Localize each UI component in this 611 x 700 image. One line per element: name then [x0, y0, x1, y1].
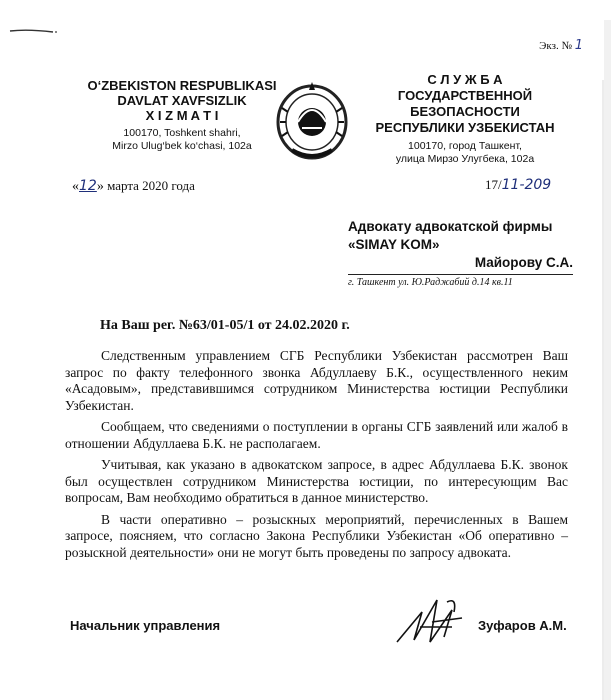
org-address-line-2: улица Мирзо Улугбека, 102a: [395, 153, 535, 165]
scan-edge-shadow: [592, 20, 611, 700]
paragraph: В части оперативно – розыскных мероприятий, перечисленных в Вашем запросе, поясняем, что согласно Закона Республики Узбекистан «Об оперативно – розыскной деятельности» они не могут быть проведены по запросу адвоката.: [65, 511, 568, 560]
org-header-russian: [350, 72, 580, 166]
recipient-block: [348, 218, 573, 288]
paragraph: Следственным управлением СГБ Республики Узбекистан рассмотрен Ваш запрос по факту телефонного звонка Абдуллаеву Б.К., осуществленного неким «Асадовым», представившимся сотрудником Министерства юстиции Республики Узбекистан.: [65, 348, 568, 413]
outgoing-reg-number: 17/11-209: [485, 177, 552, 193]
recipient-address: г. Ташкент ул. Ю.Раджабий д.14 кв.11: [348, 274, 573, 288]
reg-number-handwritten: 11-209: [501, 177, 552, 193]
org-name-line-2: ГОСУДАРСТВЕННОЙ: [397, 88, 533, 103]
pen-stroke-mark: [8, 22, 68, 36]
org-name-line-3: X I Z M A T I: [145, 108, 219, 123]
recipient-line-1: Адвокату адвокатской фирмы: [348, 219, 553, 234]
org-name-line-2: DAVLAT XAVFSIZLIK: [117, 93, 247, 108]
org-name-line-1: O‘ZBEKISTON RESPUBLIKASI: [87, 78, 277, 93]
recipient-line-2: «SIMAY KOM»: [348, 237, 440, 252]
signatory-name: Зуфаров А.М.: [478, 618, 567, 633]
handwritten-signature: [392, 592, 492, 652]
recipient-name: Майорову С.А.: [474, 255, 573, 270]
org-name-line-1: С Л У Ж Б А: [427, 72, 503, 87]
org-name-line-3: БЕЗОПАСНОСТИ: [410, 104, 520, 119]
paragraph: Сообщаем, что сведениями о поступлении в органы СГБ заявлений или жалоб в отношении Абдуллаева Б.К. не располагаем.: [65, 419, 568, 451]
letter-subject: На Ваш рег. №63/01-05/1 от 24.02.2020 г.: [100, 318, 350, 333]
state-emblem-icon: [272, 78, 352, 163]
copy-number: Экз. № 1: [539, 38, 583, 53]
date-day-handwritten: 12: [79, 178, 97, 194]
org-name-line-4: РЕСПУБЛИКИ УЗБЕКИСТАН: [375, 120, 555, 135]
paragraph: Учитывая, как указано в адвокатском запросе, в адрес Абдуллаева Б.К. звонок был осуществлен сотрудником Министерства юстиции, по интересующим Вас вопросам, Вам необходимо обратиться в данное министерство.: [65, 457, 568, 505]
org-address-line-2: Mirzo Ulug‘bek ko‘chasi, 102a: [112, 140, 252, 152]
copy-number-handwritten: 1: [574, 38, 583, 53]
org-address-line-1: 100170, Toshkent shahri,: [123, 127, 241, 139]
letter-date: «12» марта 2020 года: [72, 178, 195, 194]
org-address-line-1: 100170, город Ташкент,: [408, 140, 522, 152]
letter-body: [65, 348, 568, 566]
signatory-title: Начальник управления: [70, 618, 221, 633]
org-header-uzbek: [82, 78, 282, 153]
